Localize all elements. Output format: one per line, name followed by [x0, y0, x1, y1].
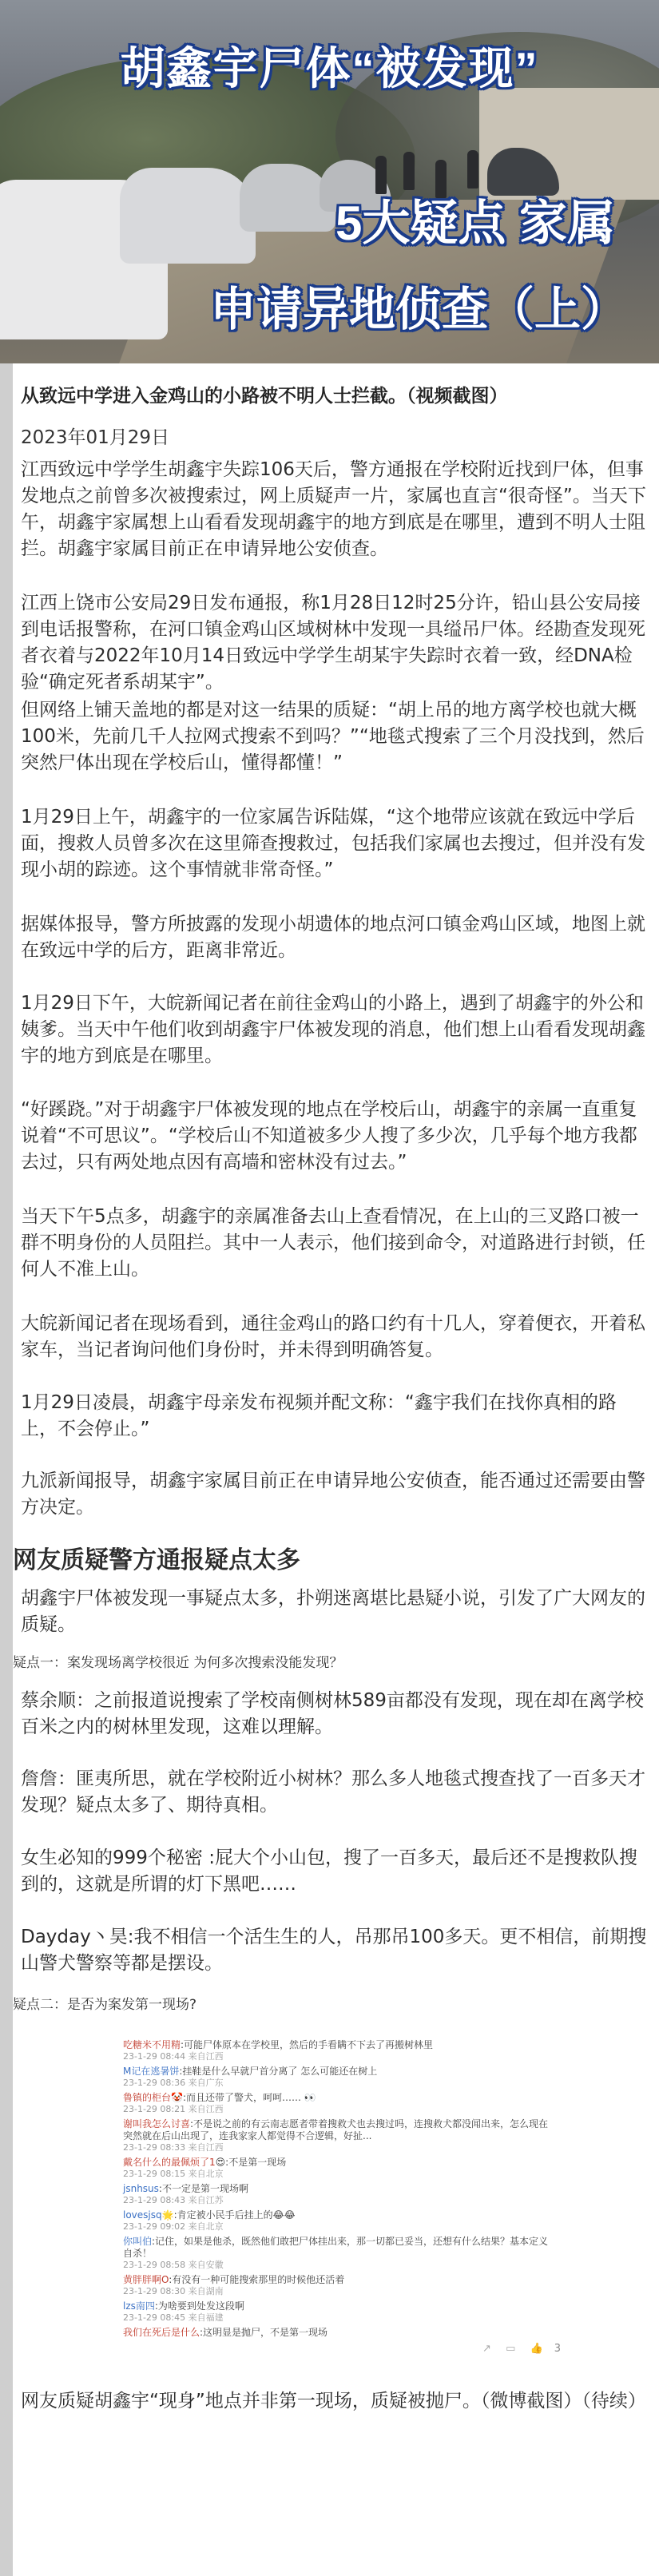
comment-meta: 23-1-29 08:36 来自广东	[123, 2078, 224, 2088]
hero-title-line-2: 5大疑点 家属	[335, 196, 615, 250]
comment-line: 你叫伯:记住，如果是他杀，既然他们敢把尸体挂出来，那一切都已妥当，还想有什么结果？基本定义自杀！	[123, 2236, 549, 2259]
comment-line: 谢叫我怎么讨喜:不是说之前的有云南志愿者带着搜救犬也去搜过吗，连搜救犬都没闻出来，怎么现在突然就在后山出现了，连我家家人都觉得不合逻辑，好扯...	[123, 2118, 549, 2141]
section-intro: 胡鑫宇尸体被发现一事疑点太多，扑朔迷离堪比悬疑小说，引发了广大网友的质疑。	[21, 1588, 645, 1635]
article-paragraph: 1月29日下午，大皖新闻记者在前往金鸡山的小路上，遇到了胡鑫宇的外公和姨爹。当天中午他们收到胡鑫宇尸体被发现的消息，他们想上山看看发现胡鑫宇的地方到底是在哪里。	[21, 993, 645, 1066]
article-paragraph: 大皖新闻记者在现场看到，通往金鸡山的路口约有十几人，穿着便衣，开着私家车，当记者询问他们身份时，并未得到明确答复。	[21, 1313, 645, 1360]
article-paragraph: 当天下午5点多，胡鑫宇的亲属准备去山上查看情况，在上山的三叉路口被一群不明身份的人员阻拦。其中一人表示，他们接到命令，对道路进行封锁，任何人不准上山。	[21, 1206, 645, 1280]
article-date: 2023年01月29日	[21, 427, 170, 448]
comment-line: 我们在死后是什么:这明显是抛尸，不是第一现场	[123, 2327, 328, 2338]
comment-line: 黄胖胖啊O:有没有一种可能搜索那里的时候他还活着	[123, 2274, 345, 2285]
comment-meta: 23-1-29 09:02 来自北京	[123, 2221, 224, 2232]
article-paragraph: “好蹊跷。”对于胡鑫宇尸体被发现的地点在学校后山，胡鑫宇的亲属一直重复说着“不可思议”。“学校后山不知道被多少人搜了多少次，几乎每个地方我都去过，只有两处地点因有高墙和密林没有过去。”	[21, 1099, 637, 1173]
article-paragraph: 江西上饶市公安局29日发布通报，称1月28日12时25分许，铅山县公安局接到电话报警称，在河口镇金鸡山区域树林中发现一具缢吊尸体。经勘查发现死者衣着与2022年10月14日致远中学学生胡某宇失踪时衣着一致，经DNA检验“确定死者系胡某宇”。	[21, 593, 645, 693]
like-count: 3	[554, 2343, 561, 2355]
hero-title-line-3: 申请异地侦查（上）	[209, 284, 627, 335]
article-paragraph: 江西致远中学学生胡鑫宇失踪106天后，警方通报在学校附近找到尸体，但事发地点之前曾多次被搜索过，网上质疑声一片，家属也直言“很奇怪”。当天下午，胡鑫宇家属想上山看看发现胡鑫宇的地方到底是在哪里，遭到不明人士阻拦。胡鑫宇家属目前正在申请异地公安侦查。	[21, 459, 646, 559]
article-body	[13, 363, 659, 2576]
comment-line: jsnhsus:不一定是第一现场啊	[123, 2183, 248, 2194]
comment-meta: 23-1-29 08:44 来自江西	[123, 2051, 224, 2062]
article-paragraph: 九派新闻报导，胡鑫宇家属目前正在申请异地公安侦查，能否通过还需要由警方决定。	[21, 1471, 645, 1518]
like-icon[interactable]: 👍	[530, 2343, 543, 2355]
comment-meta: 23-1-29 08:15 来自北京	[123, 2169, 224, 2179]
comment-meta: 23-1-29 08:58 来自安徽	[123, 2260, 224, 2270]
comment-line: 鲁镇的柜台🤡:而且还带了警犬，呵呵…… 👀	[123, 2092, 316, 2103]
share-icon[interactable]: ↗	[482, 2343, 491, 2355]
comment-line: lzs南四:为啥要到处发这段啊	[123, 2300, 244, 2312]
comment-line: 吃糖米不用精:可能尸体原本在学校里，然后的手看瞒不下去了再搬树林里	[123, 2039, 434, 2050]
image-caption: 从致远中学进入金鸡山的小路被不明人士拦截。（视频截图）	[21, 386, 508, 407]
comment-meta: 23-1-29 08:43 来自江苏	[123, 2195, 224, 2205]
comment-line: lovesjsq🌟:肯定被小民手后挂上的😂😂	[123, 2209, 296, 2221]
hero-video-frame	[0, 0, 659, 363]
comment-actions	[471, 2343, 561, 2355]
parked-car	[120, 168, 256, 264]
comment-meta: 23-1-29 08:30 来自湖南	[123, 2286, 224, 2296]
screenshot-caption: 网友质疑胡鑫宇“现身”地点并非第一现场，质疑被抛尸。（微博截图）（待续）	[21, 2391, 646, 2411]
person-figure	[467, 150, 478, 189]
hero-title-line-1: 胡鑫宇尸体“被发现”	[120, 43, 539, 93]
comment-line: 戴名什么的最佩烦了1😍:不是第一现场	[123, 2157, 287, 2168]
article-paragraph: 但网络上铺天盖地的都是对这一结果的质疑：“胡上吊的地方离学校也就大概100米，先前几千人拉网式搜索不到吗？”“地毯式搜索了三个月没找到，然后突然尸体出现在学校后山，懂得都懂！”	[21, 700, 645, 773]
comment-meta: 23-1-29 08:45 来自福建	[123, 2312, 224, 2323]
person-figure	[403, 152, 415, 190]
weibo-comments-screenshot	[117, 2034, 572, 2378]
netizen-comment: Dayday丶昊:我不相信一个活生生的人，吊那吊100多天。更不相信，前期搜山警犬警察等都是摆设。	[21, 1927, 647, 1974]
comment-meta: 23-1-29 08:21 来自江西	[123, 2104, 224, 2114]
doubt-one-label: 疑点一：案发现场离学校很近 为何多次搜索没能发现？	[13, 1655, 343, 1671]
section-heading: 网友质疑警方通报疑点太多	[13, 1546, 300, 1574]
netizen-comment: 詹詹：匪夷所思，就在学校附近小树林？那么多人地毯式搜查找了一百多天才发现？疑点太多了、期待真相。	[21, 1768, 645, 1816]
article-paragraph: 1月29日上午，胡鑫宇的一位家属告诉陆媒，“这个地带应该就在致远中学后面，搜救人员曾多次在这里筛查搜救过，包括我们家属也去搜过，但并没有发现小胡的踪迹。这个事情就非常奇怪。”	[21, 807, 645, 880]
doubt-two-label: 疑点二：是否为案发第一现场?	[13, 1997, 197, 2013]
comment-icon[interactable]: ▭	[506, 2343, 516, 2355]
netizen-comment: 女生必知的999个秘密 :屁大个小山包，搜了一百多天，最后还不是搜救队搜到的，这就是所谓的灯下黑吧……	[21, 1848, 637, 1895]
comment-line: M记在逃暑饼:挂鞋是什么早就尸首分离了 怎么可能还在树上	[123, 2066, 378, 2077]
netizen-comment: 蔡余顺：之前报道说搜索了学校南侧树林589亩都没有发现，现在却在离学校百米之内的树林里发现，这难以理解。	[21, 1690, 644, 1737]
article-paragraph: 1月29日凌晨，胡鑫宇母亲发布视频并配文称：“鑫宇我们在找你真相的路上，不会停止。”	[21, 1392, 617, 1439]
comment-meta: 23-1-29 08:33 来自江西	[123, 2142, 224, 2153]
article-paragraph: 据媒体报导，警方所披露的发现小胡遗体的地点河口镇金鸡山区域，地图上就在致远中学的后方，距离非常近。	[21, 914, 645, 961]
